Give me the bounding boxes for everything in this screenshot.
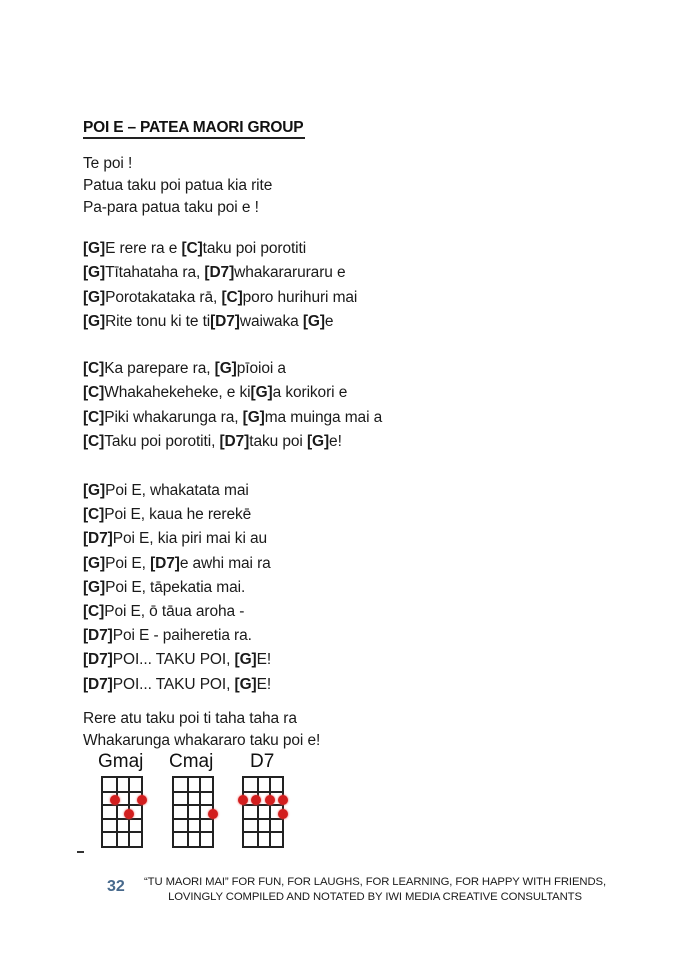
lyric-text: waiwaka xyxy=(239,312,303,330)
finger-dot xyxy=(265,795,275,805)
fret-line xyxy=(174,791,212,793)
lyric-text: Whakahekeheke, e ki xyxy=(104,384,251,402)
lyric-text: taku poi porotiti xyxy=(202,240,307,257)
chord-marker: [G] xyxy=(83,312,106,330)
intro-line: Te poi ! xyxy=(83,155,133,172)
lyric-text: Taku poi porotiti, xyxy=(104,432,220,450)
string-line xyxy=(116,778,118,846)
lyric-text: e awhi mai ra xyxy=(179,554,271,572)
lyric-text: Poi E, kia piri mai ki au xyxy=(112,530,268,548)
lyric-line xyxy=(83,627,252,645)
lyric-line xyxy=(83,603,244,621)
chord-marker: [D7] xyxy=(83,675,113,693)
fret-line xyxy=(174,818,212,820)
lyric-text: Porotakataka rā, xyxy=(105,288,222,306)
lyric-text: Tītahataha ra, xyxy=(105,264,205,282)
title-underline xyxy=(83,137,305,139)
chord-marker: [D7] xyxy=(210,312,240,330)
lyric-text: POI... TAKU POI, xyxy=(112,651,235,669)
finger-dot xyxy=(208,809,218,819)
lyric-text: E rere ra e xyxy=(105,240,182,257)
fret-line xyxy=(103,804,141,806)
lyric-line xyxy=(83,384,347,402)
string-line xyxy=(257,778,259,846)
chord-marker: [G] xyxy=(214,360,237,377)
lyric-line xyxy=(83,579,245,597)
chord-marker: [G] xyxy=(306,432,330,450)
fret-line xyxy=(103,831,141,833)
fret-line xyxy=(244,818,282,820)
fret-line xyxy=(103,791,141,793)
chord-marker: [G] xyxy=(234,651,257,669)
lyric-text: e xyxy=(324,312,334,330)
intro-line: Pa-para patua taku poi e ! xyxy=(83,199,259,216)
outro-line: Rere atu taku poi ti taha taha ra xyxy=(83,710,297,727)
dash-mark xyxy=(77,851,84,853)
chord-marker: [G] xyxy=(83,554,106,572)
chord-marker: [C] xyxy=(83,384,105,402)
chord-marker: [D7] xyxy=(204,264,235,282)
chord-name-gmaj: Gmaj xyxy=(98,751,144,772)
fret-line xyxy=(244,831,282,833)
lyric-line xyxy=(83,289,357,307)
chord-marker: [G] xyxy=(83,264,106,282)
chord-marker: [G] xyxy=(83,240,106,257)
chord-marker: [D7] xyxy=(83,627,113,645)
chord-marker: [G] xyxy=(234,675,257,693)
lyric-text: Rite tonu ki te ti xyxy=(105,312,211,330)
lyric-text: Poi E, tāpekatia mai. xyxy=(105,578,246,596)
footer-line-1: “TU MAORI MAI” FOR FUN, FOR LAUGHS, FOR LEARNING, FOR HAPPY WITH FRIENDS, xyxy=(144,876,606,888)
chord-name-d7: D7 xyxy=(250,751,275,772)
lyric-line xyxy=(83,482,249,500)
lyric-text: Piki whakarunga ra, xyxy=(104,408,243,426)
fret-line xyxy=(103,818,141,820)
finger-dot xyxy=(137,795,147,805)
footer-line-2: LOVINGLY COMPILED AND NOTATED BY IWI MEDIA CREATIVE CONSULTANTS xyxy=(168,891,582,903)
outro-line: Whakarunga whakararo taku poi e! xyxy=(83,732,321,749)
lyric-line xyxy=(83,651,271,669)
fret-line xyxy=(174,831,212,833)
chord-marker: [C] xyxy=(83,360,105,377)
lyric-line xyxy=(83,360,286,378)
lyric-text: Poi E - paiheretia ra. xyxy=(112,627,252,645)
chord-marker: [C] xyxy=(83,432,105,450)
finger-dot xyxy=(124,809,134,819)
lyric-line xyxy=(83,240,306,258)
page-number: 32 xyxy=(107,878,125,895)
lyric-text: a korikori e xyxy=(272,384,348,402)
chord-marker: [G] xyxy=(83,482,106,499)
chord-marker: [G] xyxy=(83,288,106,306)
lyric-text: pīoioi a xyxy=(236,360,286,377)
lyric-text: Poi E, kaua he rerekē xyxy=(104,506,252,524)
lyric-text: whakararuraru e xyxy=(234,264,346,282)
lyric-text: Poi E, ō tāua aroha - xyxy=(104,603,245,620)
string-line xyxy=(269,778,271,846)
finger-dot xyxy=(278,809,288,819)
fret-line xyxy=(174,804,212,806)
chord-marker: [G] xyxy=(302,312,325,330)
finger-dot xyxy=(278,795,288,805)
fret-line xyxy=(244,791,282,793)
chord-marker: [D7] xyxy=(83,530,113,548)
string-line xyxy=(199,778,201,846)
chord-marker: [G] xyxy=(83,578,106,596)
lyric-text: taku poi xyxy=(249,432,307,450)
lyric-text: E! xyxy=(256,675,272,693)
lyric-line xyxy=(83,676,271,694)
footer-text xyxy=(140,875,610,905)
lyric-line xyxy=(83,506,251,524)
lyric-text: ma muinga mai a xyxy=(264,408,383,426)
lyric-text: Poi E, xyxy=(105,554,151,572)
lyric-line xyxy=(83,433,342,451)
fret-line xyxy=(244,804,282,806)
lyric-text: Poi E, whakatata mai xyxy=(105,482,249,499)
chord-marker: [C] xyxy=(221,288,243,306)
chord-name-cmaj: Cmaj xyxy=(169,751,214,772)
chord-marker: [D7] xyxy=(150,554,180,572)
intro-line: Patua taku poi patua kia rite xyxy=(83,177,273,194)
chord-marker: [C] xyxy=(83,603,105,620)
lyric-text: e! xyxy=(329,432,342,450)
chord-marker: [G] xyxy=(250,384,273,402)
lyric-line xyxy=(83,264,346,282)
chord-marker: [G] xyxy=(242,408,265,426)
song-title: POI E – PATEA MAORI GROUP xyxy=(83,119,304,136)
lyric-line xyxy=(83,555,271,573)
chord-marker: [C] xyxy=(181,240,203,257)
finger-dot xyxy=(238,795,248,805)
chord-marker: [D7] xyxy=(219,432,250,450)
chord-marker: [D7] xyxy=(83,651,113,669)
lyric-text: Ka parepare ra, xyxy=(104,360,215,377)
chord-marker: [C] xyxy=(83,506,105,524)
lyric-line xyxy=(83,313,333,331)
lyric-line xyxy=(83,409,382,427)
lyric-line xyxy=(83,530,267,548)
chord-marker: [C] xyxy=(83,408,105,426)
lyric-text: poro hurihuri mai xyxy=(242,288,358,306)
string-line xyxy=(187,778,189,846)
lyric-text: POI... TAKU POI, xyxy=(112,675,235,693)
chord-grid-gmaj xyxy=(101,776,143,848)
lyric-text: E! xyxy=(256,651,272,669)
